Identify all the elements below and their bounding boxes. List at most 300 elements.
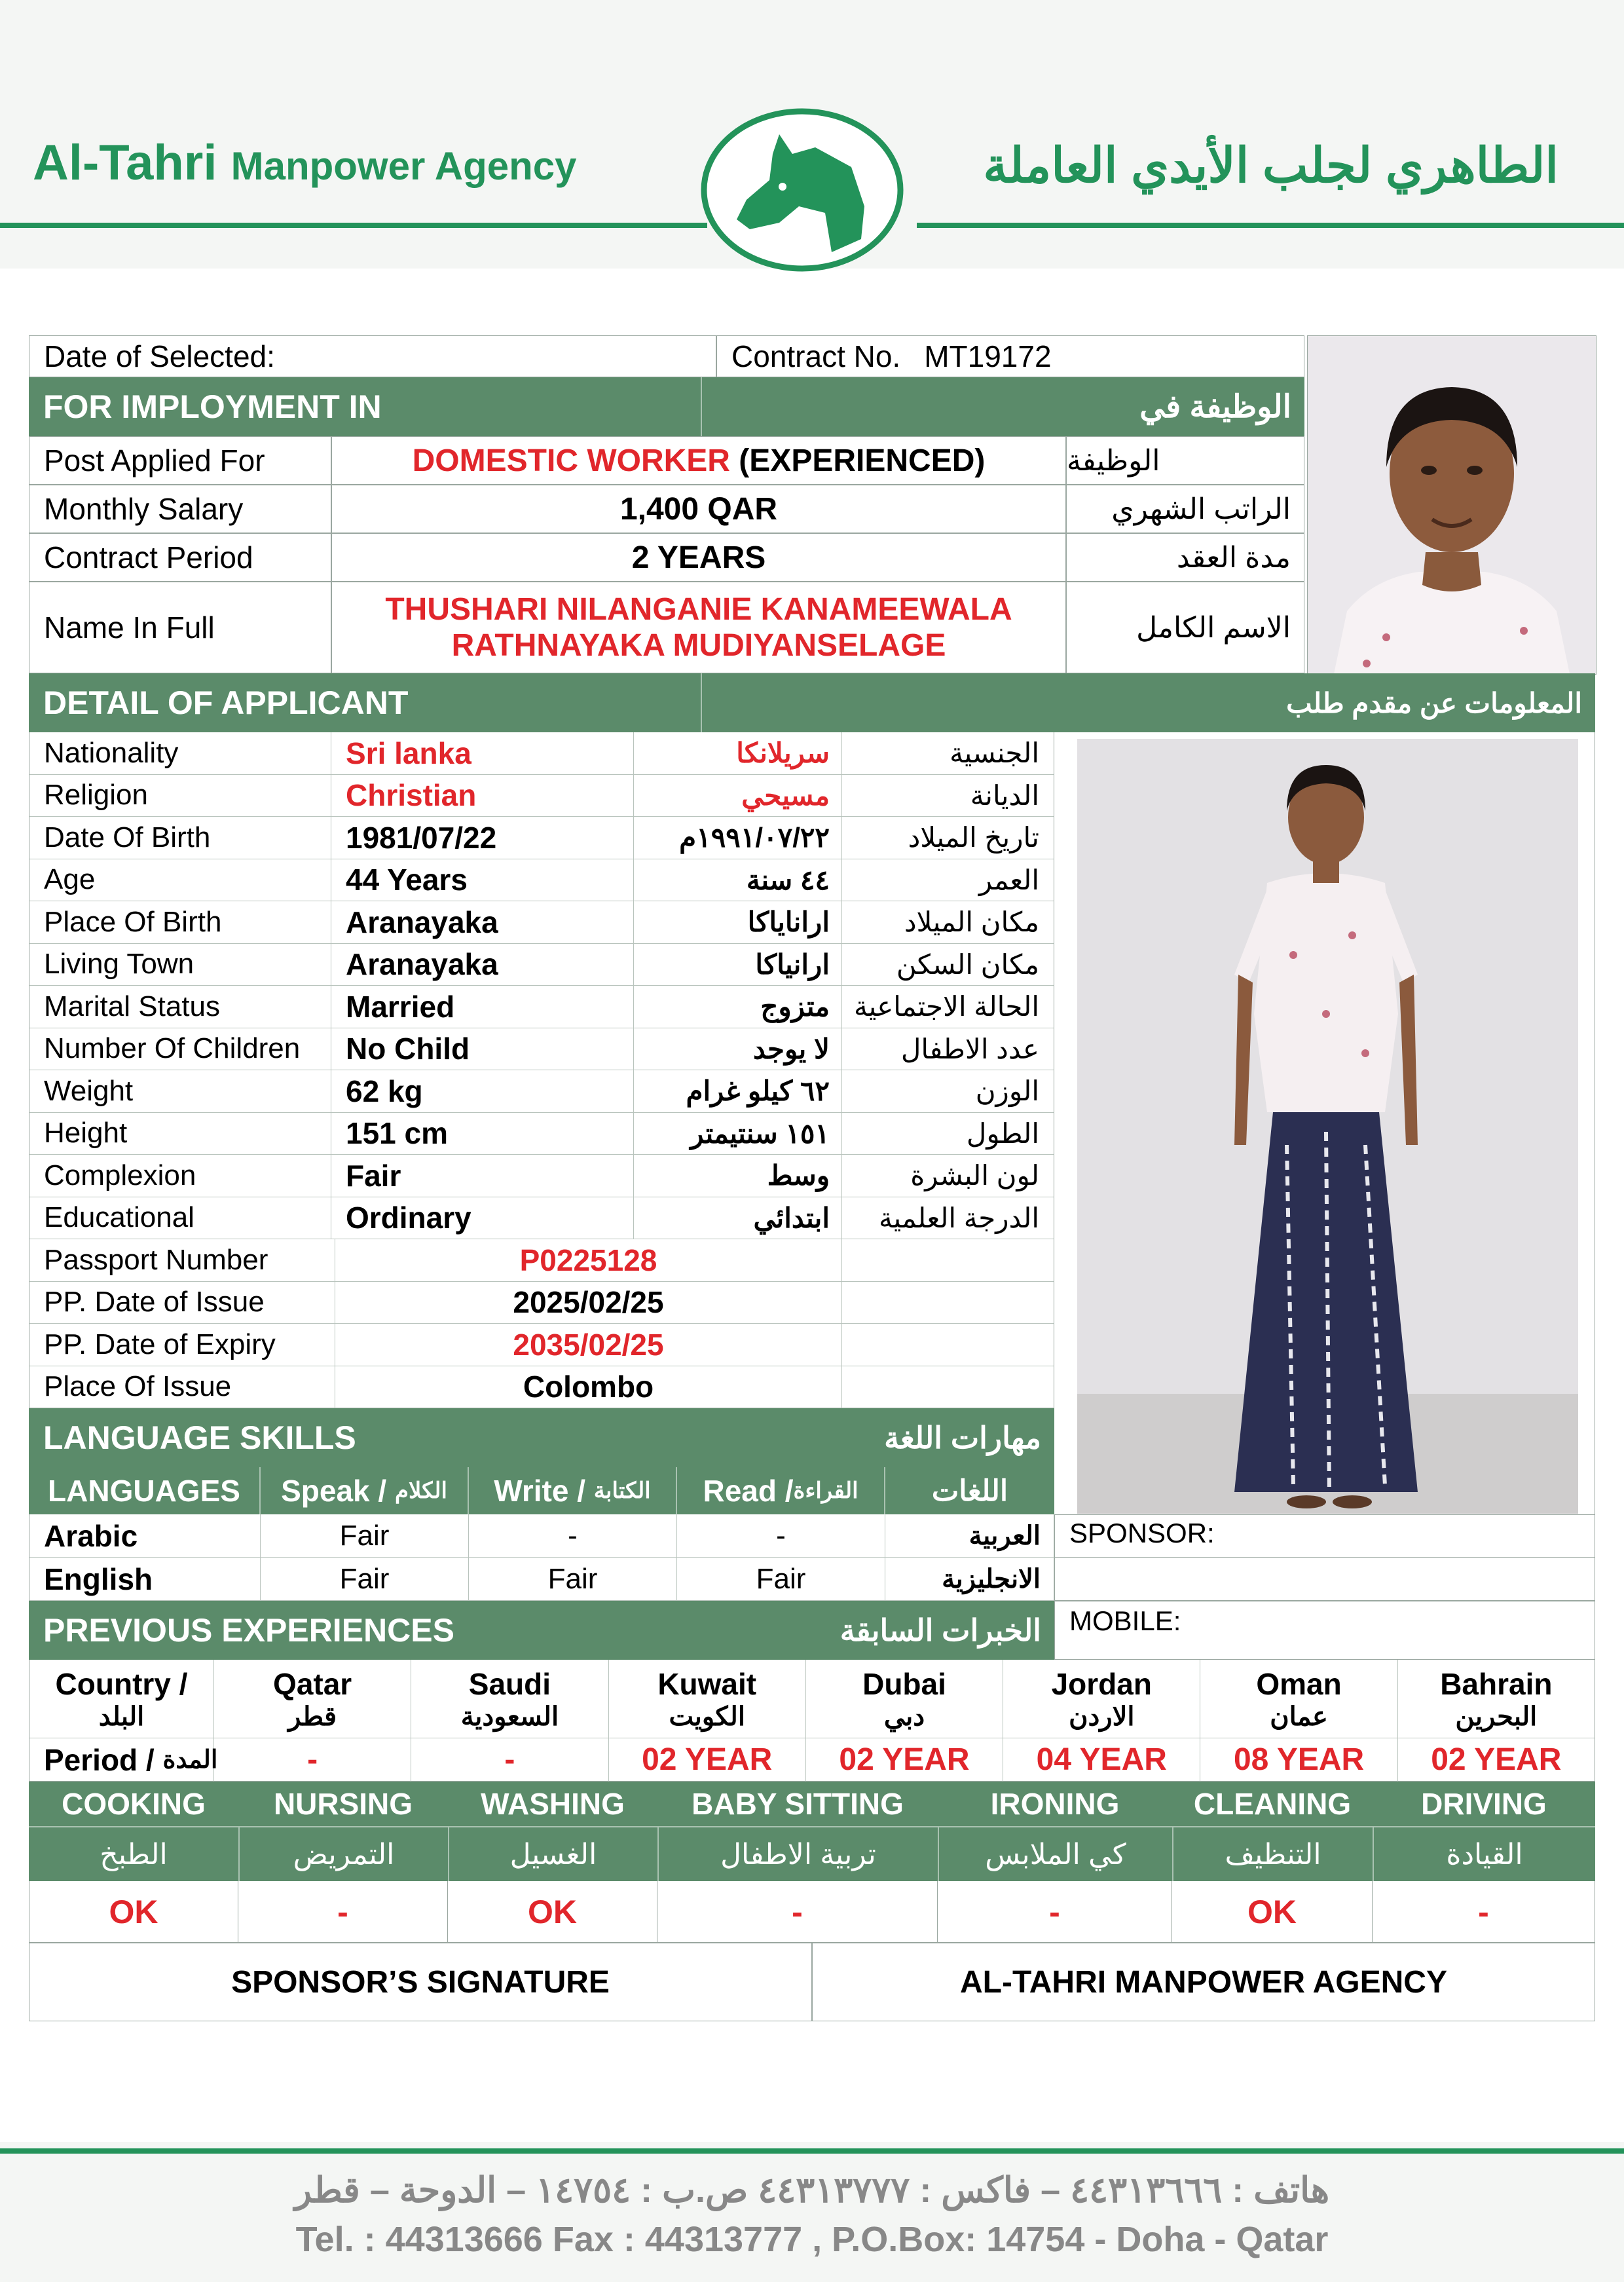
language-ar-cell (885, 1558, 1054, 1601)
language-name-cell (29, 1558, 261, 1601)
skill-name: NURSING (273, 1787, 413, 1821)
applicant-label-ar-cell (842, 817, 1054, 859)
country-name: Oman (1256, 1666, 1342, 1701)
sponsor-signature-cell (29, 1943, 812, 2021)
full-name-label-ar: الاسم الكامل (1136, 611, 1291, 644)
applicant-label-ar: الوزن (975, 1076, 1039, 1107)
language-write-cell (469, 1558, 677, 1601)
applicant-row (29, 1028, 1054, 1071)
country-name-ar: السعودية (460, 1702, 559, 1731)
full-body-photo (1077, 739, 1578, 1514)
applicant-value: Ordinary (346, 1201, 471, 1235)
applicant-label-cell (29, 944, 331, 986)
employment-title-ar: الوظيفة في (1139, 390, 1291, 424)
applicant-label-ar: عدد الاطفال (900, 1033, 1039, 1064)
applicant-value-cell (331, 1028, 634, 1071)
applicant-label-cell (29, 1028, 331, 1071)
skill-name-ar: القيادة (1446, 1838, 1523, 1871)
salary-value-cell (331, 485, 1066, 533)
write-col-header (469, 1467, 677, 1514)
passport-label: PP. Date of Expiry (44, 1328, 276, 1360)
footer (0, 2142, 1624, 2282)
full-name-line2: RATHNAYAKA MUDIYANSELAGE (451, 628, 946, 663)
contract-number-cell (716, 335, 1304, 377)
country-name-ar: الكويت (669, 1702, 745, 1731)
horse-head-logo-icon (701, 108, 904, 272)
applicant-label-cell (29, 901, 331, 944)
name-value-cell (331, 582, 1066, 673)
agency-name-ar: الطاهري لجلب الأيدي العاملة (983, 138, 1559, 193)
post-label: Post Applied For (44, 443, 265, 477)
passport-value: Colombo (523, 1370, 654, 1404)
applicant-title-ar: المعلومات عن مقدم طلب (1286, 687, 1582, 719)
header-rule-right (917, 223, 1624, 228)
country-name: Saudi (468, 1666, 551, 1701)
skill-header-cell (448, 1782, 657, 1826)
language-name: English (44, 1562, 153, 1596)
language-read: - (776, 1519, 786, 1552)
skill-value-cell (29, 1881, 238, 1943)
applicant-label-ar: الحالة الاجتماعية (854, 991, 1039, 1022)
period-cell (214, 1738, 411, 1782)
skill-ar-cell (238, 1826, 448, 1881)
salary-label: Monthly Salary (44, 492, 244, 526)
applicant-value-cell (331, 859, 634, 902)
language-name-cell (29, 1514, 261, 1558)
applicant-label-cell (29, 859, 331, 902)
skill-value-cell (938, 1881, 1172, 1943)
country-cell (1003, 1660, 1200, 1738)
skill-value-cell (1172, 1881, 1373, 1943)
applicant-value: 1981/07/22 (346, 820, 497, 855)
applicant-label-cell (29, 817, 331, 859)
period-ar-cell (1066, 533, 1304, 582)
passport-row (29, 1239, 1054, 1282)
skill-name-ar: التنظيف (1225, 1838, 1321, 1871)
language-title-ar: مهارات اللغة (884, 1421, 1041, 1455)
skill-header-cell (238, 1782, 448, 1826)
sponsor-label: SPONSOR: (1069, 1518, 1215, 1548)
applicant-value-cell (331, 986, 634, 1028)
salary-value: 1,400 QAR (619, 491, 778, 527)
applicant-value-ar: وسط (767, 1160, 830, 1191)
contract-period-label: Contract Period (44, 540, 253, 574)
applicant-value-ar-cell (634, 1070, 842, 1113)
skill-name: BABY SITTING (692, 1787, 904, 1821)
applicant-row (29, 859, 1054, 902)
passport-value-cell (335, 1324, 842, 1366)
applicant-value: Aranayaka (346, 947, 498, 982)
applicant-value-ar: ارانياكا (755, 948, 830, 980)
employment-header (29, 377, 1304, 436)
language-ar: العربية (969, 1521, 1041, 1550)
applicant-label-cell (29, 775, 331, 817)
post-value-main: DOMESTIC WORKER (412, 443, 730, 478)
country-label-ar: البلد (98, 1702, 145, 1731)
country-name-ar: عمان (1270, 1702, 1328, 1731)
applicant-label-cell (29, 732, 331, 775)
passport-label: Passport Number (44, 1243, 268, 1276)
skill-value-cell (448, 1881, 657, 1943)
languages-col-label: LANGUAGES (48, 1474, 240, 1508)
skills-grid (29, 1782, 1595, 1943)
applicant-value: 62 kg (346, 1074, 423, 1108)
speak-col-header (261, 1467, 469, 1514)
passport-value: P0225128 (519, 1243, 657, 1277)
skill-value: OK (1247, 1893, 1297, 1930)
period-value: 08 YEAR (1233, 1742, 1365, 1777)
applicant-label-ar: العمر (978, 864, 1039, 895)
applicant-value: No Child (346, 1032, 470, 1066)
period-cell (1398, 1738, 1595, 1782)
contract-number: MT19172 (924, 339, 1052, 373)
applicant-label-ar: تاريخ الميلاد (908, 822, 1039, 853)
skill-name-ar: الغسيل (509, 1838, 597, 1871)
applicant-value-ar-cell (634, 901, 842, 944)
skill-ar-cell (1373, 1826, 1595, 1881)
skill-ar-cell (938, 1826, 1172, 1881)
write-col-label: Write / (494, 1474, 594, 1508)
agency-signature-cell (812, 1943, 1595, 2021)
country-cell (1398, 1660, 1595, 1738)
applicant-value: Fair (346, 1158, 401, 1193)
applicant-header-divider (701, 673, 702, 732)
period-value: - (307, 1742, 318, 1777)
applicant-value-ar: لا يوجد (752, 1033, 830, 1064)
portrait-photo (1307, 335, 1596, 675)
applicant-value: Sri lanka (346, 736, 471, 770)
country-cell (214, 1660, 411, 1738)
period-cell (1003, 1738, 1200, 1782)
salary-ar-cell (1066, 485, 1304, 533)
applicant-value-cell (331, 1197, 634, 1240)
passport-row (29, 1324, 1054, 1366)
sponsor-field-extra (1054, 1558, 1595, 1601)
read-col-header (677, 1467, 885, 1514)
speak-col-label: Speak / (281, 1474, 395, 1508)
applicant-label: Religion (44, 779, 148, 812)
read-col-label: Read / (703, 1474, 794, 1508)
skill-value-cell (657, 1881, 938, 1943)
agency-signature-label: AL-TAHRI MANPOWER AGENCY (960, 1964, 1447, 2000)
applicant-value-ar-cell (634, 986, 842, 1028)
period-cell (806, 1738, 1003, 1782)
language-ar-cell (885, 1514, 1054, 1558)
applicant-label: Height (44, 1117, 128, 1150)
passport-empty-cell (842, 1324, 1054, 1366)
period-label-cell (29, 1738, 218, 1782)
applicant-row (29, 1070, 1054, 1113)
skill-ar-cell (1172, 1826, 1373, 1881)
language-ar: الانجليزية (942, 1564, 1041, 1594)
applicant-value-cell (331, 775, 634, 817)
skill-name-ar: تربية الاطفال (720, 1838, 876, 1871)
applicant-label-ar-cell (842, 944, 1054, 986)
applicant-value-cell (331, 1155, 634, 1197)
applicant-label-cell (29, 1155, 331, 1197)
applicant-row (29, 817, 1054, 859)
agency-name-bold: Al-Tahri (33, 135, 217, 191)
country-cell (609, 1660, 806, 1738)
period-value: 02 YEAR (642, 1742, 773, 1777)
applicant-value: 151 cm (346, 1116, 449, 1151)
applicant-label-ar: الجنسية (950, 738, 1039, 769)
name-ar-cell (1066, 582, 1304, 673)
applicant-label: Number Of Children (44, 1032, 301, 1065)
period-cell (411, 1738, 608, 1782)
employment-header-divider (701, 377, 702, 436)
header-rule-left (0, 223, 707, 228)
applicant-label-ar: مكان الميلاد (904, 907, 1039, 938)
passport-label-cell (29, 1282, 335, 1324)
passport-value-cell (335, 1366, 842, 1409)
salary-label-ar: الراتب الشهري (1111, 493, 1291, 525)
applicant-label-ar-cell (842, 1070, 1054, 1113)
applicant-value-ar-cell (634, 944, 842, 986)
applicant-value-ar: سريلانكا (736, 738, 830, 769)
date-selected-cell (29, 335, 716, 377)
country-name: Kuwait (657, 1666, 757, 1701)
employment-title-en: FOR IMPLOYMENT IN (43, 388, 382, 425)
applicant-value: Christian (346, 778, 477, 813)
sponsor-signature-label: SPONSOR’S SIGNATURE (231, 1964, 610, 2000)
applicant-label: Nationality (44, 736, 179, 769)
country-name: Qatar (273, 1666, 352, 1701)
language-rows (29, 1514, 1054, 1601)
applicant-value-cell (331, 817, 634, 859)
skill-header-cell (1172, 1782, 1373, 1826)
passport-label-cell (29, 1324, 335, 1366)
applicant-value-ar: ١٥١ سنتيمتر (690, 1117, 830, 1149)
applicant-label: Living Town (44, 948, 194, 981)
contract-period-value: 2 YEARS (631, 540, 766, 575)
footer-ar: هاتف : ٤٤٣١٣٦٦٦ – فاكس : ٤٤٣١٣٧٧٧ ص.ب : ١٤٧٥٤ – الدوحة – قطر (294, 2171, 1330, 2210)
skill-ar-cell (657, 1826, 938, 1881)
full-name-line1: THUSHARI NILANGANIE KANAMEEWALA (385, 592, 1012, 627)
post-value-suffix: (EXPERIENCED) (729, 443, 986, 478)
skill-value: OK (528, 1893, 577, 1930)
period-cell (609, 1738, 806, 1782)
applicant-value-ar: اراناياكا (747, 907, 830, 938)
applicant-value-ar: ٦٢ كيلو غرام (686, 1076, 830, 1107)
applicant-label: Place Of Birth (44, 905, 222, 938)
applicant-label-ar-cell (842, 1028, 1054, 1071)
applicant-row (29, 1197, 1054, 1240)
name-label-cell (29, 582, 331, 673)
full-body-photo-frame (1054, 732, 1595, 1514)
applicant-label-ar: مكان السكن (896, 948, 1039, 980)
applicant-label-ar: الديانة (970, 779, 1039, 811)
passport-value: 2035/02/25 (513, 1327, 664, 1362)
skill-value: - (1478, 1893, 1489, 1930)
language-title-en: LANGUAGE SKILLS (43, 1419, 356, 1456)
applicant-value-cell (331, 1070, 634, 1113)
applicant-title-en: DETAIL OF APPLICANT (43, 684, 409, 721)
country-label-cell (29, 1660, 214, 1738)
experience-title-en: PREVIOUS EXPERIENCES (43, 1612, 454, 1649)
passport-label: PP. Date of Issue (44, 1286, 265, 1319)
applicant-value: Married (346, 989, 455, 1024)
applicant-value-ar: ٤٤ سنة (746, 864, 830, 895)
skill-header-cell (657, 1782, 938, 1826)
country-label: Country / (55, 1666, 188, 1701)
period-value: 02 YEAR (839, 1742, 970, 1777)
period-value: 04 YEAR (1036, 1742, 1167, 1777)
speak-col-label-ar: الكلام (394, 1478, 447, 1503)
passport-empty-cell (842, 1282, 1054, 1324)
language-row (29, 1514, 1054, 1558)
skill-value: - (1049, 1893, 1060, 1930)
skill-name: CLEANING (1193, 1787, 1352, 1821)
language-speak: Fair (339, 1519, 390, 1552)
language-read: Fair (756, 1562, 806, 1595)
contract-period-label-ar: مدة العقد (1176, 541, 1291, 574)
mobile-field (1054, 1601, 1595, 1660)
applicant-label-cell (29, 1113, 331, 1155)
applicant-label-cell (29, 1197, 331, 1240)
skill-ar-cell (448, 1826, 657, 1881)
period-value: 02 YEAR (1431, 1742, 1562, 1777)
applicant-value-ar-cell (634, 1197, 842, 1240)
period-label-ar: المدة (162, 1746, 218, 1774)
lang-ar-col-header (885, 1467, 1054, 1514)
lang-ar-col-label: اللغات (931, 1474, 1008, 1507)
applicant-value-ar-cell (634, 1155, 842, 1197)
applicant-value-ar: ١٩٩١/٠٧/٢٢م (679, 822, 830, 853)
language-speak-cell (261, 1514, 469, 1558)
applicant-label: Marital Status (44, 990, 220, 1022)
post-label-cell (29, 436, 331, 485)
footer-en: Tel. : 44313666 Fax : 44313777 , P.O.Box: 14754 - Doha - Qatar (295, 2220, 1329, 2259)
applicant-label-ar: لون البشرة (910, 1160, 1039, 1191)
post-ar-cell (1066, 436, 1304, 485)
applicant-label: Weight (44, 1074, 134, 1107)
skill-name: DRIVING (1421, 1787, 1547, 1821)
agency-name-rest: Manpower Agency (231, 144, 577, 188)
applicant-label-ar-cell (842, 1155, 1054, 1197)
period-value-cell (331, 533, 1066, 582)
language-write: Fair (547, 1562, 598, 1595)
applicant-label-ar-cell (842, 775, 1054, 817)
language-read-cell (677, 1514, 885, 1558)
country-cell (1200, 1660, 1397, 1738)
experience-title-ar: الخبرات السابقة (840, 1613, 1041, 1647)
applicant-row (29, 944, 1054, 986)
languages-col-header (29, 1467, 261, 1514)
applicant-label-ar: الطول (966, 1117, 1039, 1149)
skill-header-cell (29, 1782, 238, 1826)
full-name-label: Name In Full (44, 610, 215, 645)
date-selected-label: Date of Selected: (44, 339, 275, 373)
write-col-label-ar: الكتابة (593, 1478, 651, 1503)
passport-label-cell (29, 1239, 335, 1282)
passport-empty-cell (842, 1239, 1054, 1282)
applicant-value-cell (331, 901, 634, 944)
applicant-value-ar-cell (634, 1113, 842, 1155)
applicant-label-ar-cell (842, 1197, 1054, 1240)
skill-name: COOKING (62, 1787, 206, 1821)
skill-value: - (792, 1893, 803, 1930)
applicant-value-ar: ابتدائي (753, 1202, 830, 1233)
passport-label-cell (29, 1366, 335, 1409)
language-read-cell (677, 1558, 885, 1601)
language-write-cell (469, 1514, 677, 1558)
applicant-label-cell (29, 986, 331, 1028)
applicant-label: Complexion (44, 1159, 196, 1191)
applicant-value-ar-cell (634, 1028, 842, 1071)
applicant-label-ar-cell (842, 732, 1054, 775)
agency-name-en (33, 134, 576, 191)
skill-value-cell (238, 1881, 448, 1943)
applicant-value-ar: مسيحي (741, 779, 830, 811)
passport-value: 2025/02/25 (513, 1285, 664, 1320)
applicant-label: Educational (44, 1201, 194, 1234)
language-header (29, 1408, 1054, 1467)
passport-value-cell (335, 1282, 842, 1324)
applicant-value-ar: متزوج (760, 991, 830, 1022)
applicant-row (29, 1113, 1054, 1155)
post-value-cell (331, 436, 1066, 485)
experience-header (29, 1601, 1054, 1660)
skill-header-cell (1373, 1782, 1595, 1826)
language-write: - (568, 1519, 578, 1552)
country-name: Dubai (862, 1666, 946, 1701)
applicant-value-ar-cell (634, 775, 842, 817)
salary-label-cell (29, 485, 331, 533)
language-name: Arabic (44, 1518, 138, 1553)
applicant-value-cell (331, 944, 634, 986)
applicant-row (29, 775, 1054, 817)
skill-name: IRONING (990, 1787, 1120, 1821)
period-value: - (504, 1742, 515, 1777)
applicant-value-ar-cell (634, 859, 842, 902)
applicant-label-ar-cell (842, 859, 1054, 902)
applicant-row (29, 986, 1054, 1028)
country-name-ar: دبي (883, 1702, 925, 1731)
country-name-ar: قطر (288, 1702, 337, 1731)
country-name: Bahrain (1440, 1666, 1553, 1701)
passport-value-cell (335, 1239, 842, 1282)
country-name: Jordan (1051, 1666, 1152, 1701)
applicant-label: Date Of Birth (44, 821, 211, 853)
applicant-value-ar-cell (634, 732, 842, 775)
country-name-ar: البحرين (1455, 1702, 1538, 1731)
footer-rule (0, 2148, 1624, 2154)
passport-empty-cell (842, 1366, 1054, 1409)
applicant-row (29, 1155, 1054, 1197)
applicant-header (29, 673, 1595, 732)
country-name-ar: الاردن (1069, 1702, 1135, 1731)
country-cell (411, 1660, 608, 1738)
applicant-label-ar-cell (842, 986, 1054, 1028)
passport-row (29, 1366, 1054, 1409)
applicant-detail-grid (29, 732, 1054, 1408)
post-label-ar: الوظيفة (1067, 444, 1160, 477)
skill-name-ar: الطبخ (100, 1838, 168, 1871)
applicant-value: 44 Years (346, 863, 468, 897)
experience-grid (29, 1660, 1595, 1782)
skill-value-cell (1373, 1881, 1595, 1943)
language-columns-header (29, 1467, 1054, 1514)
period-label-cell (29, 533, 331, 582)
language-speak-cell (261, 1558, 469, 1601)
applicant-value-cell (331, 732, 634, 775)
applicant-label-cell (29, 1070, 331, 1113)
country-cell (806, 1660, 1003, 1738)
applicant-value-ar-cell (634, 817, 842, 859)
passport-row (29, 1282, 1054, 1324)
skill-name: WASHING (481, 1787, 625, 1821)
